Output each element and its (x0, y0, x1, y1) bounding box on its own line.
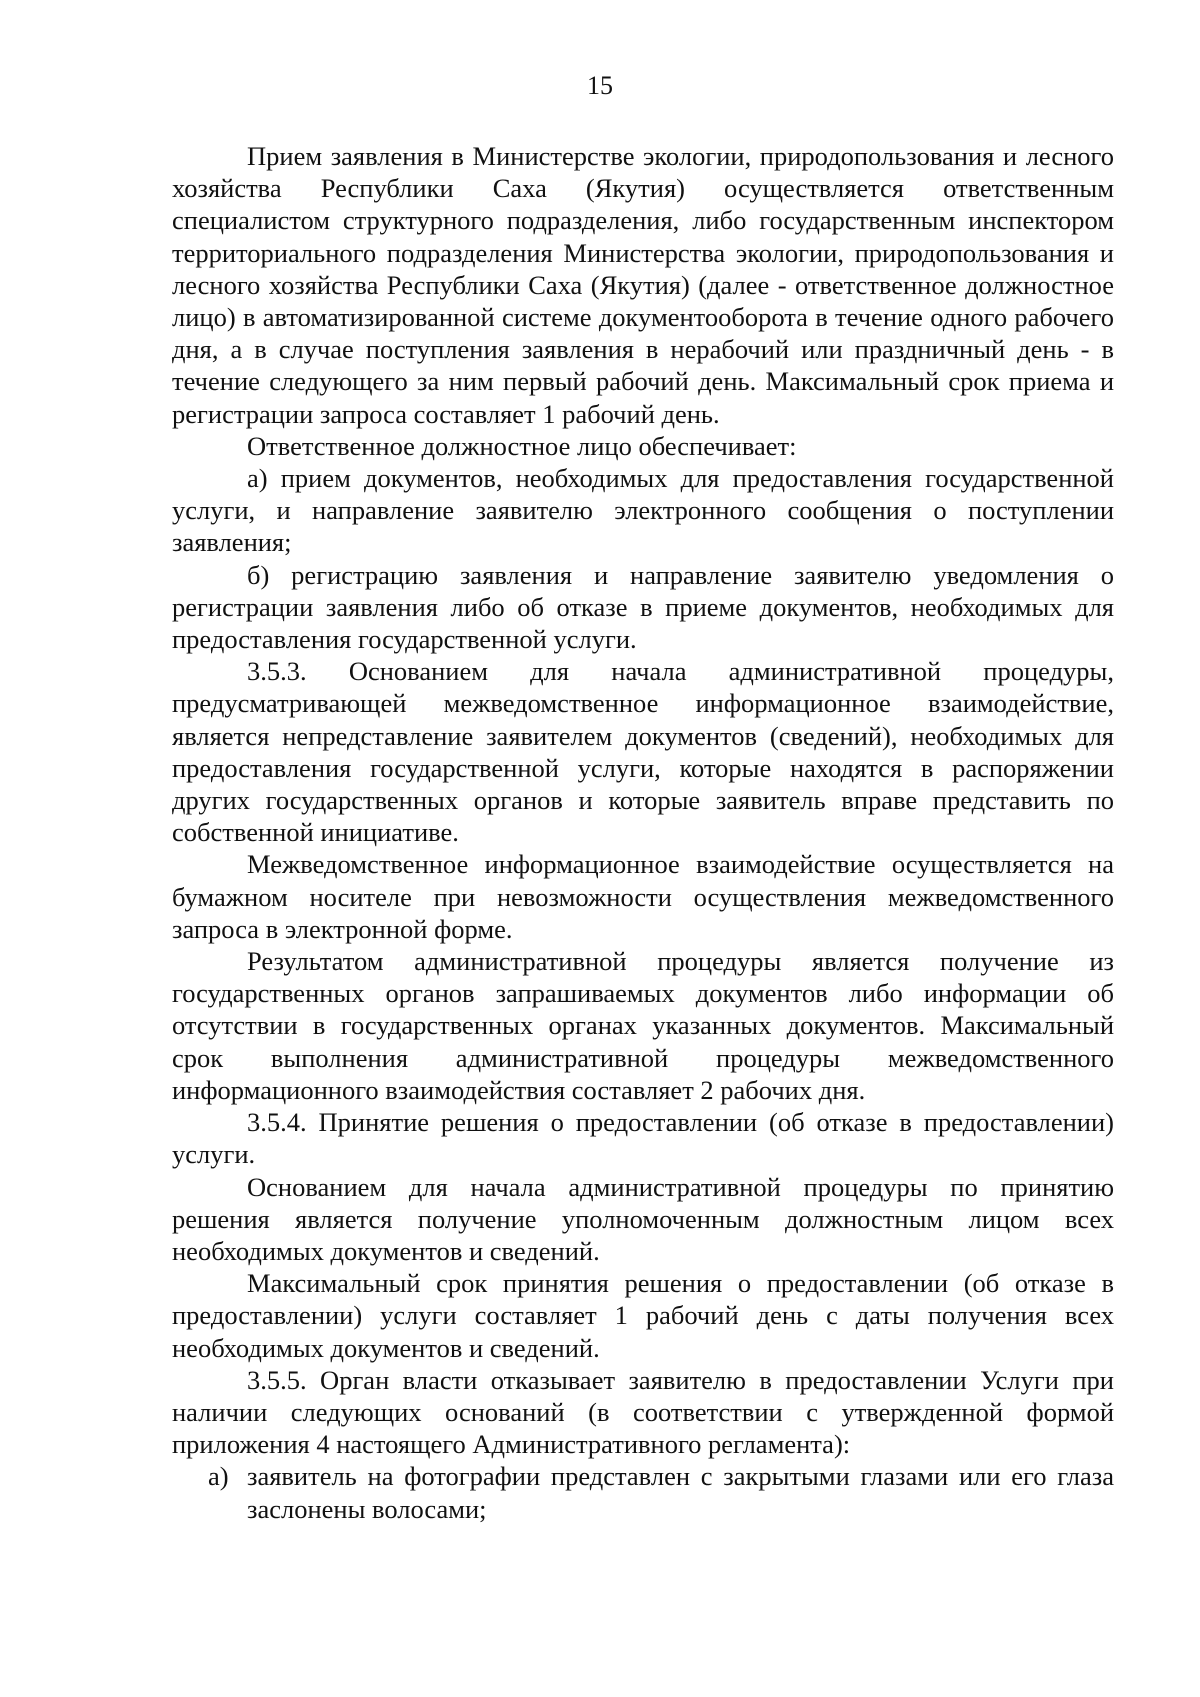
paragraph-item-a: а) прием документов, необходимых для предоставления государственной услуги, и направление заявителю электронного сообщения о поступлении заявления; (172, 463, 1114, 558)
list-marker: а) (208, 1461, 229, 1492)
paragraph-3-5-5: 3.5.5. Орган власти отказывает заявителю в предоставлении Услуги при наличии следующих оснований (в соответствии с утвержденной формой приложения 4 настоящего Административного регламента): (172, 1364, 1114, 1460)
page-number: 15 (587, 71, 613, 100)
paragraph-3-5-3: 3.5.3. Основанием для начала административной процедуры, предусматривающей межведомственное информационное взаимодействие, является непредставление заявителем документов (сведений), необходимых для предоставления государственной услуги, которые находятся в распоряжении других государственных органов и которые заявитель вправе представить по собственной инициативе. (172, 656, 1114, 848)
paragraph-responsible-official: Ответственное должностное лицо обеспечивает: (247, 430, 797, 461)
document-body (172, 140, 1114, 1525)
paragraph-3-5-4: 3.5.4. Принятие решения о предоставлении (об отказе в предоставлении) услуги. (172, 1107, 1114, 1170)
paragraph-decision-basis: Основанием для начала административной процедуры по принятию решения является получение уполномоченным должностным лицом всех необходимых документов и сведений. (172, 1171, 1114, 1266)
paragraph-decision-term: Максимальный срок принятия решения о предоставлении (об отказе в предоставлении) услуги составляет 1 рабочий день с даты получения всех необходимых документов и сведений. (172, 1268, 1114, 1363)
paragraph-interagency: Межведомственное информационное взаимодействие осуществляется на бумажном носителе при невозможности осуществления межведомственного запроса в электронной форме. (172, 849, 1114, 944)
paragraph-reception: Прием заявления в Министерстве экологии, природопользования и лесного хозяйства Республики Саха (Якутия) осуществляется ответственным специалистом структурного подразделения, либо государственным инспектором территориального подразделения Министерства экологии, природопользования и лесного хозяйства Республики Саха (Якутия) (далее - ответственное должностное лицо) в автоматизированной системе документооборота в течение одного рабочего дня, а в случае поступления заявления в нерабочий или праздничный день - в течение следующего за ним первый рабочий день. Максимальный срок приема и регистрации запроса составляет 1 рабочий день. (172, 141, 1114, 429)
paragraph-result: Результатом административной процедуры является получение из государственных органов запрашиваемых документов либо информации об отсутствии в государственных органах указанных документов. Максимальный срок выполнения административной процедуры межведомственного информационного взаимодействия составляет 2 рабочих дня. (172, 946, 1114, 1105)
list-item-text: заявитель на фотографии представлен с закрытыми глазами или его глаза заслонены волосами; (247, 1461, 1114, 1524)
list-item (172, 1460, 1114, 1524)
paragraph-item-b: б) регистрацию заявления и направление заявителю уведомления о регистрации заявления либо об отказе в приеме документов, необходимых для предоставления государственной услуги. (172, 559, 1114, 655)
